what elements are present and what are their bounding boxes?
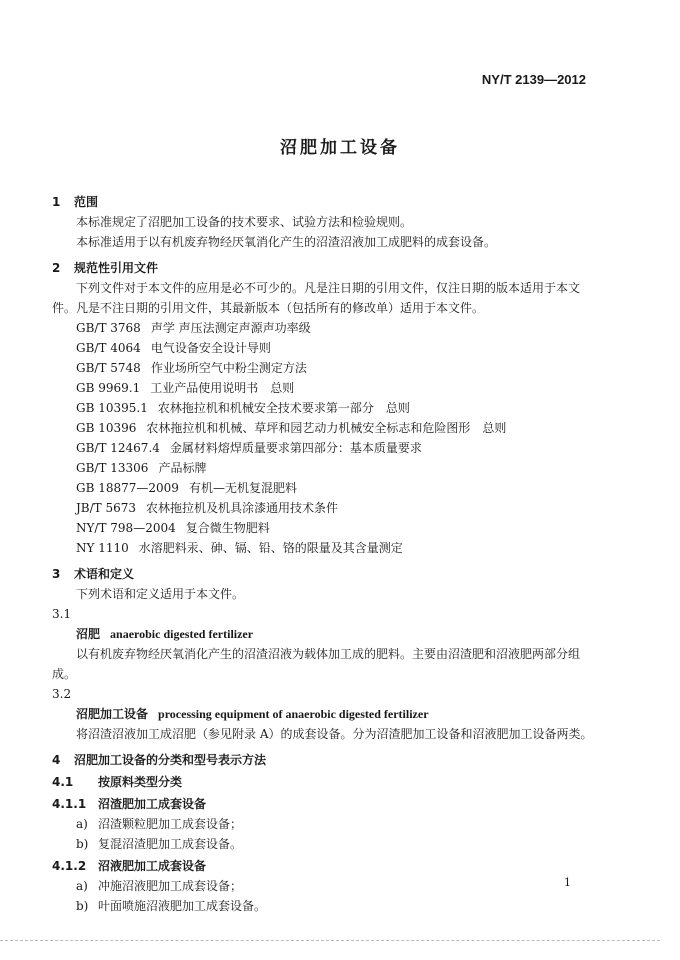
term-number: 3.1	[52, 607, 72, 621]
reference-title: 电气设备安全设计导则	[150, 341, 271, 355]
reference-code: GB/T 13306	[76, 461, 149, 475]
list-item	[52, 876, 582, 896]
reference-code: GB 9969.1	[76, 381, 141, 395]
reference-item	[52, 338, 582, 358]
term-definition: 以有机废弃物经厌氧消化产生的沼渣沼液为载体加工成的肥料。主要由沼渣肥和沼液肥两部分组	[76, 647, 581, 661]
paragraph: 本标准规定了沼肥加工设备的技术要求、试验方法和检验规则。	[76, 215, 413, 229]
reference-item	[52, 458, 582, 478]
reference-title: 复合微生物肥料	[185, 521, 270, 535]
reference-item	[52, 318, 582, 338]
paragraph: 下列术语和定义适用于本文件。	[76, 587, 245, 601]
reference-code: GB/T 3768	[76, 321, 141, 335]
reference-item	[52, 418, 582, 438]
reference-item	[52, 398, 582, 418]
term-en: processing equipment of anaerobic digested fertilizer	[158, 707, 429, 721]
list-marker: a)	[76, 879, 88, 893]
paragraph: 下列文件对于本文件的应用是必不可少的。凡是注日期的引用文件，仅注日期的版本适用于本文	[76, 281, 581, 295]
list-item	[52, 896, 582, 916]
reference-code: GB 10395.1	[76, 401, 148, 415]
term-definition: 将沼渣沼液加工成沼肥（参见附录 A）的成套设备。分为沼渣肥加工设备和沼液肥加工设备两类。	[76, 727, 593, 741]
list-item	[52, 814, 582, 834]
list-marker: b)	[76, 837, 89, 851]
subsection-heading: 4.1 按原料类型分类	[52, 775, 183, 789]
section-heading-1: 1 范围	[52, 195, 99, 209]
reference-title: 产品标牌	[158, 461, 207, 475]
document-body	[52, 186, 593, 916]
paragraph: 本标准适用于以有机废弃物经厌氧消化产生的沼渣沼液加工成肥料的成套设备。	[76, 235, 497, 249]
reference-title: 金属材料熔焊质量要求第四部分：基本质量要求	[169, 441, 422, 455]
divider	[0, 940, 660, 941]
reference-title: 农林拖拉机和机械安全技术要求第一部分 总则	[157, 401, 410, 415]
term-entry	[52, 624, 582, 644]
list-marker: b)	[76, 899, 89, 913]
reference-item	[52, 438, 582, 458]
term-definition: 成。	[52, 667, 77, 681]
reference-title: 农林拖拉机和机械、草坪和园艺动力机械安全标志和危险图形 总则	[146, 421, 507, 435]
reference-item	[52, 538, 582, 558]
reference-code: GB 18877—2009	[76, 481, 179, 495]
reference-item	[52, 358, 582, 378]
item-list	[52, 814, 582, 854]
list-text: 沼渣颗粒肥加工成套设备；	[98, 817, 243, 831]
subsection-heading: 4.1.2 沼液肥加工成套设备	[52, 859, 207, 873]
standard-code: NY/T 2139—2012	[481, 72, 586, 87]
term-zh: 沼肥	[76, 627, 101, 641]
section-heading-4: 4 沼肥加工设备的分类和型号表示方法	[52, 753, 267, 767]
reference-code: GB 10396	[76, 421, 137, 435]
reference-code: JB/T 5673	[76, 501, 137, 515]
page-title: 沼肥加工设备	[280, 138, 400, 158]
list-text: 叶面喷施沼液肥加工成套设备。	[98, 899, 267, 913]
reference-title: 农林拖拉机及机具涂漆通用技术条件	[146, 501, 339, 515]
term-en: anaerobic digested fertilizer	[110, 627, 254, 641]
list-item	[52, 834, 582, 854]
reference-code: NY 1110	[76, 541, 129, 555]
item-list	[52, 876, 582, 916]
section-heading-2: 2 规范性引用文件	[52, 261, 159, 275]
paragraph: 件。凡是不注日期的引用文件，其最新版本（包括所有的修改单）适用于本文件。	[52, 301, 485, 315]
reference-code: GB/T 12467.4	[76, 441, 160, 455]
reference-code: NY/T 798—2004	[76, 521, 176, 535]
reference-title: 作业场所空气中粉尘测定方法	[150, 361, 307, 375]
page-number: 1	[564, 876, 571, 889]
reference-title: 有机—无机复混肥料	[188, 481, 297, 495]
reference-code: GB/T 4064	[76, 341, 141, 355]
reference-item	[52, 518, 582, 538]
list-marker: a)	[76, 817, 88, 831]
reference-list	[52, 318, 582, 558]
reference-item	[52, 498, 582, 518]
reference-title: 声学 声压法测定声源声功率级	[150, 321, 311, 335]
term-entry	[52, 704, 582, 724]
section-heading-3: 3 术语和定义	[52, 567, 135, 581]
reference-title: 工业产品使用说明书 总则	[150, 381, 295, 395]
term-number: 3.2	[52, 687, 72, 701]
list-text: 复混沼渣肥加工成套设备。	[98, 837, 243, 851]
reference-item	[52, 378, 582, 398]
list-text: 冲施沼液肥加工成套设备；	[98, 879, 243, 893]
subsection-heading: 4.1.1 沼渣肥加工成套设备	[52, 797, 207, 811]
reference-title: 水溶肥料汞、砷、镉、铅、铬的限量及其含量测定	[138, 541, 403, 555]
term-zh: 沼肥加工设备	[76, 707, 149, 721]
reference-item	[52, 478, 582, 498]
reference-code: GB/T 5748	[76, 361, 141, 375]
